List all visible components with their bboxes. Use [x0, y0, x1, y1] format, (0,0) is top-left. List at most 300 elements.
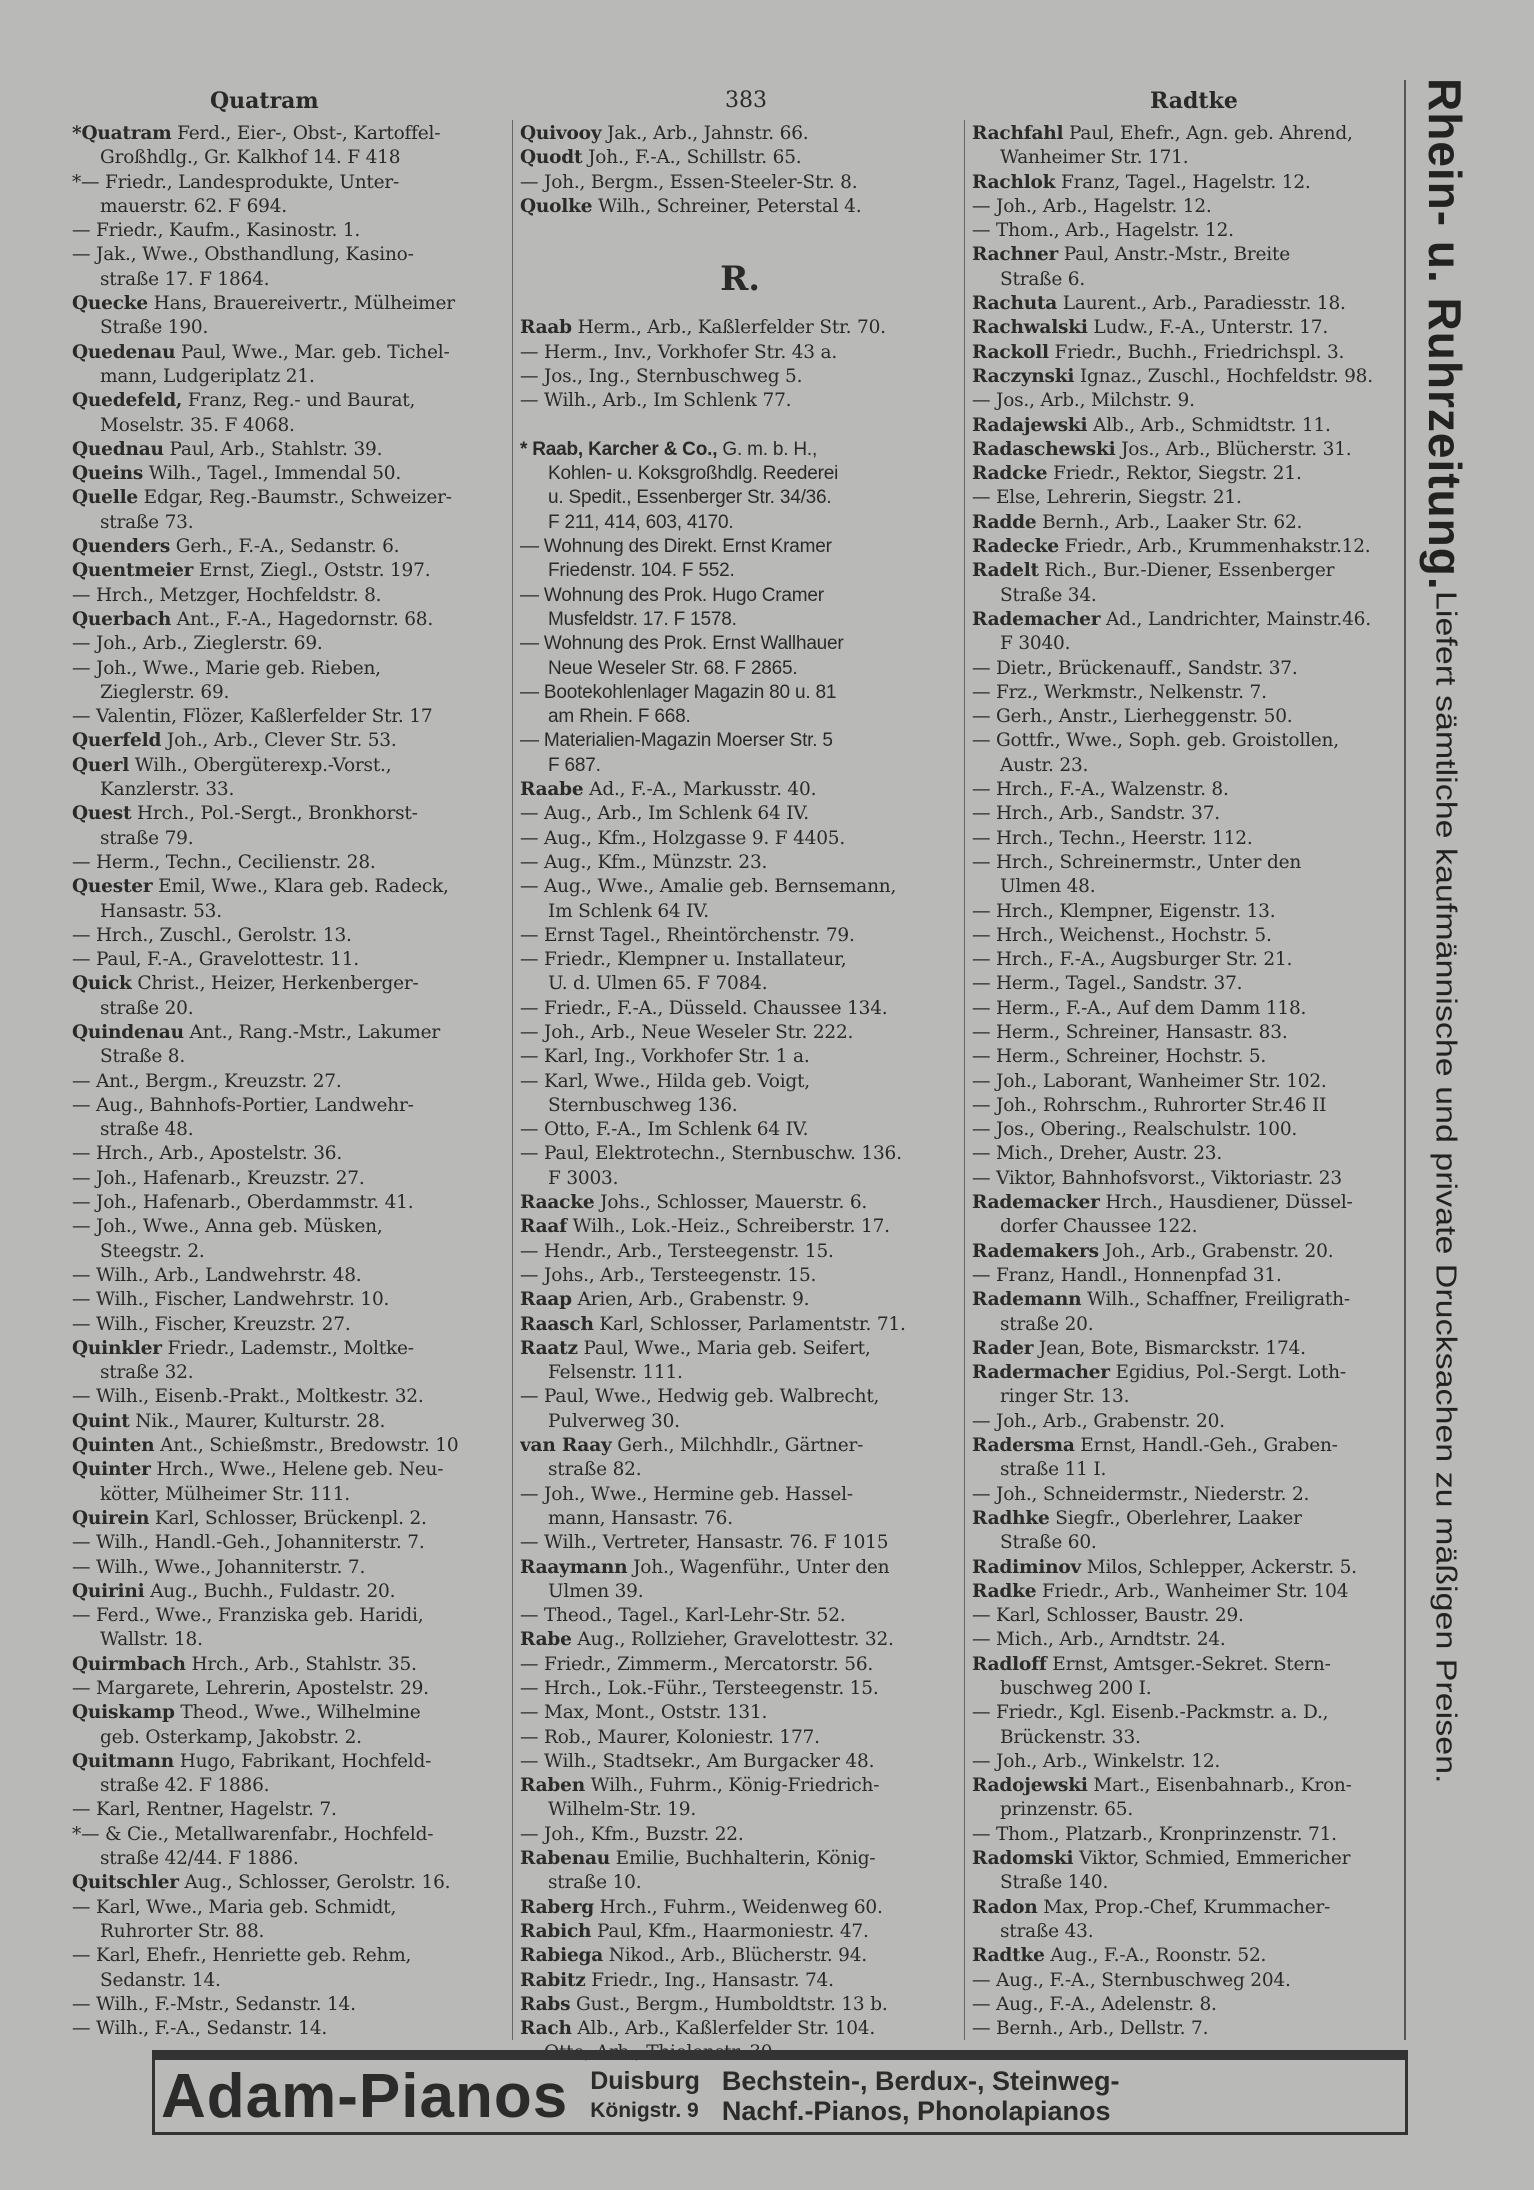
directory-entry-line	[72, 1604, 504, 1628]
directory-entry-line	[520, 1070, 960, 1094]
directory-entry	[72, 802, 504, 826]
directory-entry-line	[972, 1531, 1404, 1555]
entry-text: Hrch., Arb., Stahlstr. 35.	[185, 1653, 417, 1675]
entry-text: straße 10.	[548, 1872, 642, 1894]
directory-entry-line	[72, 778, 504, 802]
entry-text: — Jos., Obering., Realschulstr. 100.	[972, 1119, 1298, 1141]
directory-entry-line	[72, 1288, 504, 1312]
ad-line-1: Bechstein-, Berdux-, Steinweg-	[721, 2066, 1120, 2096]
entry-text: — Aug., Bahnhofs-Portier, Landwehr-	[72, 1094, 414, 1116]
directory-entry	[520, 1628, 960, 1652]
entry-text: — Ant., Bergm., Kreuzstr. 27.	[72, 1070, 342, 1092]
directory-entry-line	[520, 1871, 960, 1895]
entry-surname: Quolke	[520, 195, 593, 217]
entry-text: Paul, Arb., Stahlstr. 39.	[163, 438, 383, 460]
directory-entry-line	[72, 1215, 504, 1239]
entry-text: — Friedr., F.-A., Düsseld. Chaussee 134.	[520, 997, 888, 1019]
directory-entry-line	[520, 705, 960, 729]
directory-entry-line	[72, 414, 504, 438]
directory-entry	[520, 1847, 960, 1871]
entry-surname: Radcke	[972, 463, 1048, 485]
directory-entry-line	[520, 535, 960, 559]
entry-surname: Raacke	[520, 1192, 595, 1214]
entry-text: Ant., Schießmstr., Bredowstr. 10	[154, 1435, 459, 1457]
directory-entry-line	[520, 875, 960, 899]
blank-line	[520, 219, 960, 243]
entry-text: — Johs., Arb., Tersteegenstr. 15.	[520, 1264, 817, 1286]
directory-entry-line	[972, 219, 1404, 243]
entry-surname: Raben	[520, 1775, 585, 1797]
entry-surname: Quinkler	[72, 1337, 162, 1359]
directory-entry-line	[72, 1993, 504, 2017]
directory-entry-line	[72, 1969, 504, 1993]
entry-surname: * Raab, Karcher & Co.,	[520, 438, 718, 460]
directory-entry-line	[972, 1920, 1404, 1944]
directory-entry	[520, 1191, 960, 1215]
directory-entry-line	[520, 1410, 960, 1434]
entry-text: — Aug., Wwe., Amalie geb. Bernsemann,	[520, 876, 897, 898]
directory-entry-line	[520, 559, 960, 583]
entry-surname: Raaymann	[520, 1556, 628, 1578]
entry-text: — Wilh., Fischer, Kreuzstr. 27.	[72, 1313, 351, 1335]
entry-surname: Quirmbach	[72, 1653, 186, 1675]
directory-entry	[520, 1774, 960, 1798]
entry-text: straße 20.	[100, 997, 194, 1019]
directory-entry	[972, 171, 1404, 195]
entry-text: Ulmen 39.	[548, 1580, 644, 1602]
directory-entry-line	[72, 827, 504, 851]
directory-entry-line	[520, 462, 960, 486]
entry-text: — Hrch., Arb., Sandstr. 37.	[972, 803, 1220, 825]
entry-text: Aug., Rollzieher, Gravelottestr. 32.	[571, 1629, 894, 1651]
directory-entry-line	[72, 1896, 504, 1920]
entry-surname: Quodt	[520, 147, 583, 169]
entry-text: Wilh., Fuhrm., König-Friedrich-	[584, 1775, 880, 1797]
entry-text: Edgar, Reg.-Baumstr., Schweizer-	[137, 487, 452, 509]
entry-text: Gerh., Milchhdlr., Gärtner-	[611, 1435, 864, 1457]
ad-address: Königstr. 9	[590, 2099, 699, 2122]
entry-text: — Karl, Rentner, Hagelstr. 7.	[72, 1799, 337, 1821]
entry-surname: Raaf	[520, 1216, 567, 1238]
entry-text: straße 43.	[1000, 1920, 1094, 1942]
entry-text: — Karl, Ehefr., Henriette geb. Rehm,	[72, 1945, 412, 1967]
entry-text: — Otto, Arb., Thielenstr. 30.	[520, 2042, 779, 2064]
entry-text: — Paul, Wwe., Hedwig geb. Walbrecht,	[520, 1386, 880, 1408]
directory-entry	[520, 1993, 960, 2017]
directory-entry-line	[520, 802, 960, 826]
directory-entry	[72, 729, 504, 753]
bottom-advertisement	[152, 2050, 1408, 2135]
entry-text: Alb., Arb., Schmidtstr. 11.	[1087, 414, 1331, 436]
directory-entry-line	[520, 511, 960, 535]
directory-entry	[72, 486, 504, 510]
directory-entry	[972, 414, 1404, 438]
entry-surname: Quest	[72, 803, 132, 825]
directory-entry-line	[520, 1361, 960, 1385]
entry-text: Theod., Wwe., Wilhelmine	[174, 1702, 421, 1724]
directory-entry	[520, 146, 960, 170]
directory-entry	[72, 1871, 504, 1895]
directory-entry-line	[520, 1750, 960, 1774]
entry-text: Wilh., Schaffner, Freiligrath-	[1081, 1289, 1350, 1311]
entry-text: — Jak., Wwe., Obsthandlung, Kasino-	[72, 244, 414, 266]
entry-text: — Herm., Schreiner, Hansastr. 83.	[972, 1021, 1288, 1043]
directory-entry-line	[520, 486, 960, 510]
directory-entry-line	[972, 1969, 1404, 1993]
directory-entry-line	[520, 1677, 960, 1701]
entry-text: Kanzlerstr. 33.	[100, 779, 235, 801]
entry-surname: Rabiega	[520, 1945, 604, 1967]
entry-surname: Radojewski	[972, 1775, 1088, 1797]
entry-text: — Aug., Kfm., Münzstr. 23.	[520, 851, 768, 873]
directory-entry	[72, 875, 504, 899]
entry-text: — Valentin, Flözer, Kaßlerfelder Str. 17	[72, 706, 433, 728]
directory-entry-line	[520, 1021, 960, 1045]
directory-entry	[72, 438, 504, 462]
entry-text: Wilh., Tagel., Immendal 50.	[143, 463, 402, 485]
directory-entry-line	[972, 900, 1404, 924]
entry-text: — Frz., Werkmstr., Nelkenstr. 7.	[972, 681, 1267, 703]
entry-text: Wallstr. 18.	[100, 1629, 203, 1651]
directory-entry-line	[972, 1118, 1404, 1142]
entry-text: — Herm., Schreiner, Hochstr. 5.	[972, 1046, 1267, 1068]
entry-surname: Rabenau	[520, 1848, 610, 1870]
directory-entry-line	[72, 1823, 504, 1847]
entry-text: Joh., Arb., Grabenstr. 20.	[1098, 1240, 1334, 1262]
directory-entry-line	[72, 243, 504, 267]
entry-text: — Aug., F.-A., Sternbuschweg 204.	[972, 1969, 1291, 1991]
entry-text: Ant., Rang.-Mstr., Lakumer	[183, 1021, 441, 1043]
entry-text: — Aug., F.-A., Adelenstr. 8.	[972, 1993, 1217, 2015]
directory-entry-line	[72, 1628, 504, 1652]
entry-text: — Gottfr., Wwe., Soph. geb. Groistollen,	[972, 730, 1339, 752]
entry-text: Sedanstr. 14.	[100, 1969, 221, 1991]
directory-entry	[972, 1944, 1404, 1968]
directory-entry	[972, 122, 1404, 146]
entry-surname: Quitschler	[72, 1872, 179, 1894]
directory-entry	[72, 1580, 504, 1604]
directory-entry-line	[972, 1458, 1404, 1482]
directory-entry	[972, 1337, 1404, 1361]
directory-entry-line	[72, 924, 504, 948]
entry-text: G. m. b. H.,	[717, 438, 818, 460]
directory-entry-line	[72, 268, 504, 292]
entry-text: Ad., F.-A., Markusstr. 40.	[583, 779, 817, 801]
entry-text: Friedenstr. 104. F 552.	[548, 560, 735, 582]
entry-surname: Quirini	[72, 1580, 145, 1602]
directory-entry-line	[972, 1410, 1404, 1434]
directory-entry	[520, 1556, 960, 1580]
entry-text: — Wohnung des Prok. Ernst Wallhauer	[520, 633, 844, 655]
entry-text: — Franz, Handl., Honnenpfad 31.	[972, 1264, 1282, 1286]
entry-surname: Radaschewski	[972, 438, 1116, 460]
entry-text: — Mich., Arb., Arndtstr. 24.	[972, 1629, 1226, 1651]
entry-surname: Radhke	[972, 1507, 1050, 1529]
entry-text: Ignaz., Zuschl., Hochfeldstr. 98.	[1074, 365, 1373, 387]
entry-text: Friedr., Ing., Hansastr. 74.	[585, 1969, 834, 1991]
blank-line	[520, 414, 960, 438]
directory-entry	[972, 1507, 1404, 1531]
directory-entry	[72, 1507, 504, 1531]
entry-surname: Rabs	[520, 1993, 571, 2015]
entry-text: Paul, Wwe., Maria geb. Seifert,	[577, 1337, 871, 1359]
directory-entry-line	[72, 681, 504, 705]
directory-entry-line	[72, 1798, 504, 1822]
directory-entry-line	[520, 1483, 960, 1507]
directory-entry	[72, 389, 504, 413]
entry-text: — Joh., Wwe., Hermine geb. Hassel-	[520, 1483, 853, 1505]
entry-text: F 687.	[548, 754, 601, 776]
entry-text: — Ferd., Wwe., Franziska geb. Haridi,	[72, 1605, 424, 1627]
directory-entry-line	[972, 1021, 1404, 1045]
directory-entry-line	[520, 1580, 960, 1604]
entry-surname: Rachwalski	[972, 317, 1088, 339]
entry-text: — Else, Lehrerin, Siegstr. 21.	[972, 487, 1242, 509]
entry-surname: Rader	[972, 1337, 1034, 1359]
entry-text: Max, Prop.-Chef, Krummacher-	[1037, 1896, 1331, 1918]
entry-text: prinzenstr. 65.	[1000, 1799, 1134, 1821]
entry-text: Aug., Buchh., Fuldastr. 20.	[144, 1580, 396, 1602]
entry-text: Brückenstr. 33.	[1000, 1726, 1141, 1748]
directory-entry	[72, 292, 504, 316]
directory-entry-line	[520, 1045, 960, 1069]
directory-column-2	[520, 122, 960, 2066]
directory-entry-line	[972, 705, 1404, 729]
entry-surname: Radermacher	[972, 1362, 1110, 1384]
entry-surname: Radajewski	[972, 414, 1088, 436]
entry-text: Viktor, Schmied, Emmericher	[1073, 1848, 1351, 1870]
entry-text: straße 11 I.	[1000, 1459, 1107, 1481]
entry-text: Karl, Schlosser, Parlamentstr. 71.	[593, 1313, 906, 1335]
entry-text: mauerstr. 62. F 694.	[100, 195, 287, 217]
directory-entry-line	[972, 1045, 1404, 1069]
directory-entry-line	[972, 1142, 1404, 1166]
entry-surname: Quedefeld,	[72, 390, 183, 412]
entry-text: Ruhrorter Str. 88.	[100, 1920, 265, 1942]
directory-entry-line	[72, 1191, 504, 1215]
directory-entry	[972, 511, 1404, 535]
entry-surname: Quirein	[72, 1507, 150, 1529]
directory-entry-line	[972, 268, 1404, 292]
directory-entry	[520, 1896, 960, 1920]
entry-text: Wilhelm-Str. 19.	[548, 1799, 696, 1821]
directory-entry-line	[972, 1701, 1404, 1725]
entry-text: — Bernh., Arb., Dellstr. 7.	[972, 2018, 1209, 2040]
entry-text: — Wilh., Fischer, Landwehrstr. 10.	[72, 1289, 390, 1311]
entry-text: — Hrch., Techn., Heerstr. 112.	[972, 827, 1253, 849]
directory-entry-line	[972, 778, 1404, 802]
directory-entry	[520, 1434, 960, 1458]
directory-entry-line	[520, 729, 960, 753]
entry-text: F 211, 414, 603, 4170.	[548, 511, 734, 533]
entry-text: — Karl, Wwe., Maria geb. Schmidt,	[72, 1896, 397, 1918]
directory-entry-line	[972, 681, 1404, 705]
entry-text: — Dietr., Brückenauff., Sandstr. 37.	[972, 657, 1298, 679]
entry-text: — Hrch., Weichenst., Hochstr. 5.	[972, 924, 1272, 946]
directory-entry-line	[972, 924, 1404, 948]
directory-entry	[972, 1434, 1404, 1458]
directory-entry-line	[972, 1094, 1404, 1118]
entry-surname: Raabe	[520, 779, 584, 801]
entry-text: u. Spedit., Essenberger Str. 34/36.	[548, 487, 832, 509]
directory-entry-line	[72, 1167, 504, 1191]
entry-text: — Joh., Arb., Neue Weseler Str. 222.	[520, 1021, 854, 1043]
entry-text: — Joh., Arb., Grabenstr. 20.	[972, 1410, 1225, 1432]
directory-entry-line	[520, 171, 960, 195]
directory-entry-line	[72, 1944, 504, 1968]
directory-entry-line	[520, 1240, 960, 1264]
directory-entry-line	[72, 1142, 504, 1166]
directory-entry	[72, 754, 504, 778]
entry-surname: Quenders	[72, 536, 171, 558]
entry-text: — Theod., Tagel., Karl-Lehr-Str. 52.	[520, 1605, 846, 1627]
directory-entry-line	[72, 195, 504, 219]
entry-text: — Herm., F.-A., Auf dem Damm 118.	[972, 997, 1307, 1019]
directory-entry	[520, 2017, 960, 2041]
directory-entry	[972, 1653, 1404, 1677]
entry-text: Straße 60.	[1000, 1532, 1097, 1554]
entry-text: Kohlen- u. Koksgroßhdlg. Reederei	[548, 463, 839, 485]
directory-entry-line	[520, 1701, 960, 1725]
directory-entry	[972, 292, 1404, 316]
entry-text: — Wilh., F.-A., Sedanstr. 14.	[72, 2018, 328, 2040]
entry-text: — Wilh., Arb., Im Schlenk 77.	[520, 390, 792, 412]
directory-entry-line	[972, 146, 1404, 170]
entry-text: Straße 34.	[1000, 584, 1097, 606]
entry-text: Jos., Arb., Blücherstr. 31.	[1115, 438, 1352, 460]
entry-text: Hrch., Hausdiener, Düssel-	[1099, 1192, 1353, 1214]
entry-text: Alb., Arb., Kaßlerfelder Str. 104.	[571, 2018, 876, 2040]
directory-entry	[972, 438, 1404, 462]
directory-entry	[72, 559, 504, 583]
entry-surname: Radloff	[972, 1653, 1047, 1675]
entry-text: Im Schlenk 64 IV.	[548, 900, 709, 922]
directory-entry-line	[972, 1726, 1404, 1750]
entry-text: — Wilh., Stadtsekr., Am Burgacker 48.	[520, 1750, 875, 1772]
entry-surname: Quint	[72, 1410, 130, 1432]
directory-entry-line	[72, 632, 504, 656]
directory-entry-line	[520, 341, 960, 365]
directory-entry-line	[520, 632, 960, 656]
entry-text: *— & Cie., Metallwarenfabr., Hochfeld-	[72, 1823, 434, 1845]
directory-entry-line	[520, 1142, 960, 1166]
entry-surname: Quivooy	[520, 123, 602, 144]
entry-text: Ernst, Handl.-Geh., Graben-	[1074, 1435, 1338, 1457]
entry-text: F 3040.	[1000, 633, 1071, 655]
entry-text: — Hrch., F.-A., Walzenstr. 8.	[972, 779, 1229, 801]
entry-text: — Karl, Schlosser, Baustr. 29.	[972, 1605, 1244, 1627]
entry-text: — Paul, Elektrotechn., Sternbuschw. 136.	[520, 1143, 902, 1165]
entry-text: — Herm., Tagel., Sandstr. 37.	[972, 973, 1243, 995]
entry-surname: Radersma	[972, 1435, 1075, 1457]
directory-entry-line	[72, 1483, 504, 1507]
entry-text: — Joh., Hafenarb., Kreuzstr. 27.	[72, 1167, 365, 1189]
directory-entry-line	[72, 1045, 504, 1069]
entry-surname: Rademakers	[972, 1240, 1099, 1262]
page-number: 383	[725, 88, 767, 113]
directory-entry	[972, 243, 1404, 267]
entry-text: Ad., Landrichter, Mainstr.46.	[1100, 608, 1371, 630]
entry-text: U. d. Ulmen 65. F 7084.	[548, 973, 768, 995]
entry-text: Wanheimer Str. 171.	[1000, 147, 1189, 169]
entry-text: Aug., F.-A., Roonstr. 52.	[1044, 1945, 1267, 1967]
entry-text: Emil, Wwe., Klara geb. Radeck,	[152, 876, 449, 898]
entry-text: Ludw., F.-A., Unterstr. 17.	[1087, 317, 1329, 339]
entry-text: — Gerh., Anstr., Lierheggenstr. 50.	[972, 706, 1293, 728]
entry-surname: Radiminov	[972, 1556, 1082, 1578]
entry-text: Friedr., Lademstr., Moltke-	[161, 1337, 414, 1359]
directory-entry-line	[972, 1993, 1404, 2017]
running-head-right: Radtke	[1150, 88, 1238, 114]
directory-entry-line	[72, 1240, 504, 1264]
entry-text: — Wilh., Wwe., Johanniterstr. 7.	[72, 1556, 366, 1578]
directory-entry	[972, 316, 1404, 340]
directory-entry-line	[520, 972, 960, 996]
entry-text: — Karl, Ing., Vorkhofer Str. 1 a.	[520, 1046, 810, 1068]
entry-text: Karl, Schlosser, Brückenpl. 2.	[149, 1507, 427, 1529]
entry-surname: Raap	[520, 1289, 572, 1311]
entry-surname: Radon	[972, 1896, 1038, 1918]
directory-entry	[972, 1556, 1404, 1580]
entry-text: Austr. 23.	[1000, 754, 1089, 776]
entry-text: — Ernst Tagel., Rheintörchenstr. 79.	[520, 924, 855, 946]
entry-text: Straße 140.	[1000, 1872, 1109, 1894]
directory-entry-line	[520, 754, 960, 778]
entry-surname: *Quatram	[72, 123, 172, 144]
directory-entry-line	[972, 802, 1404, 826]
directory-column-1	[72, 122, 504, 2041]
directory-entry-line	[520, 608, 960, 632]
directory-entry-line	[72, 1677, 504, 1701]
directory-entry-line	[520, 389, 960, 413]
entry-text: Wilh., Obergüterexp.-Vorst.,	[129, 754, 392, 776]
entry-surname: Quester	[72, 876, 153, 898]
entry-text: Friedr., Buchh., Friedrichspl. 3.	[1048, 341, 1345, 363]
entry-text: Rich., Bur.-Diener, Essenberger	[1038, 560, 1335, 582]
entry-text: — Joh., Wwe., Anna geb. Müsken,	[72, 1216, 383, 1238]
directory-entry-line	[972, 1677, 1404, 1701]
entry-surname: Quednau	[72, 438, 164, 460]
directory-entry-line	[972, 1264, 1404, 1288]
entry-text: — Wilh., Eisenb.-Prakt., Moltkestr. 32.	[72, 1386, 424, 1408]
directory-entry	[72, 1750, 504, 1774]
entry-text: Paul, Kfm., Haarmoniestr. 47.	[591, 1920, 869, 1942]
directory-entry-line	[972, 1313, 1404, 1337]
entry-text: mann, Ludgeriplatz 21.	[100, 365, 315, 387]
entry-text: Ant., F.-A., Hagedornstr. 68.	[171, 608, 434, 630]
entry-text: Siegfr., Oberlehrer, Laaker	[1049, 1507, 1302, 1529]
directory-entry-line	[520, 681, 960, 705]
directory-entry-line	[520, 900, 960, 924]
entry-text: — Herm., Techn., Cecilienstr. 28.	[72, 851, 376, 873]
directory-column-3	[972, 122, 1404, 2041]
directory-entry-line	[972, 948, 1404, 972]
directory-entry	[72, 972, 504, 996]
entry-text: Hrch., Wwe., Helene geb. Neu-	[150, 1459, 444, 1481]
entry-text: Straße 6.	[1000, 268, 1086, 290]
entry-text: Joh., Arb., Clever Str. 53.	[161, 730, 397, 752]
directory-entry-line	[972, 195, 1404, 219]
directory-entry-line	[520, 1604, 960, 1628]
entry-text: Friedr., Arb., Krummenhakstr.12.	[1058, 536, 1371, 558]
entry-text: — Friedr., Kaufm., Kasinostr. 1.	[72, 220, 361, 242]
directory-entry-line	[972, 1070, 1404, 1094]
entry-text: F 3003.	[548, 1167, 619, 1189]
entry-text: — Wilh., F.-Mstr., Sedanstr. 14.	[72, 1993, 356, 2015]
directory-entry-line	[72, 900, 504, 924]
entry-text: Hrch., Pol.-Sergt., Bronkhorst-	[131, 803, 418, 825]
entry-text: ringer Str. 13.	[1000, 1386, 1130, 1408]
